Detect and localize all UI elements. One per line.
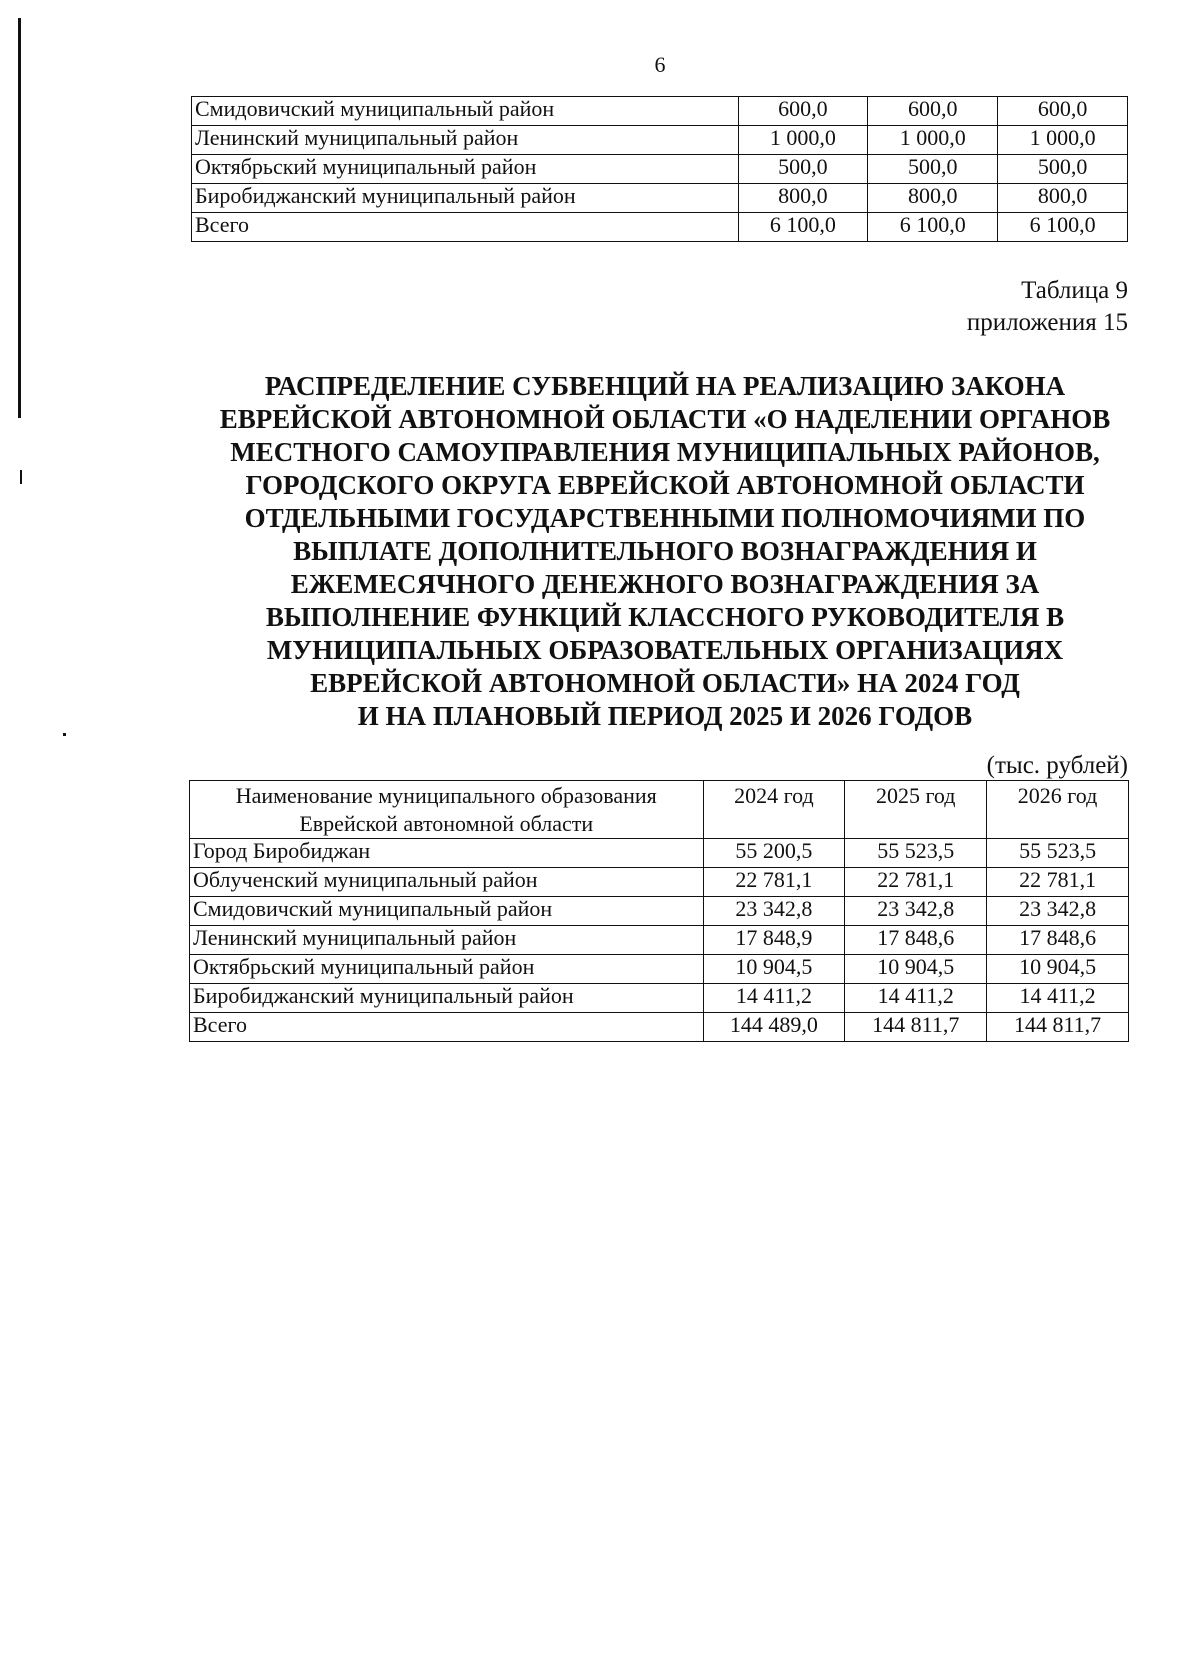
- table-row: [192, 97, 1128, 126]
- value-2026: 6 100,0: [998, 213, 1128, 242]
- row-name: Всего: [192, 213, 739, 242]
- value-2026: 23 342,8: [987, 897, 1129, 926]
- table-row: [192, 155, 1128, 184]
- title-line: ЕВРЕЙСКОЙ АВТОНОМНОЙ ОБЛАСТИ «О НАДЕЛЕНИИ ОРГАНОВ: [219, 404, 1111, 434]
- row-name: Ленинский муниципальный район: [190, 926, 704, 955]
- value-2025: 14 411,2: [845, 984, 987, 1013]
- value-2024: 6 100,0: [738, 213, 868, 242]
- row-name: Всего: [190, 1013, 704, 1042]
- value-2026: 10 904,5: [987, 955, 1129, 984]
- header-2025: 2025 год: [845, 781, 987, 839]
- value-2025: 800,0: [868, 184, 998, 213]
- header-name: Наименование муниципального образования Еврейской автономной области: [190, 781, 704, 839]
- value-2025: 6 100,0: [868, 213, 998, 242]
- value-2024: 500,0: [738, 155, 868, 184]
- title-line: МЕСТНОГО САМОУПРАВЛЕНИЯ МУНИЦИПАЛЬНЫХ РАЙОНОВ,: [230, 437, 1100, 467]
- scan-dot: [63, 733, 66, 736]
- value-2026: 144 811,7: [987, 1013, 1129, 1042]
- value-2025: 23 342,8: [845, 897, 987, 926]
- units-label: (тыс. рублей): [986, 752, 1128, 779]
- title-line: И НА ПЛАНОВЫЙ ПЕРИОД 2025 И 2026 ГОДОВ: [357, 701, 973, 731]
- value-2025: 144 811,7: [845, 1013, 987, 1042]
- value-2024: 14 411,2: [703, 984, 845, 1013]
- table-row: [190, 897, 1129, 926]
- table-number-caption: Таблица 9: [1021, 277, 1128, 304]
- title-line: ВЫПОЛНЕНИЕ ФУНКЦИЙ КЛАССНОГО РУКОВОДИТЕЛЯ В: [265, 602, 1065, 632]
- scan-mark: [20, 470, 22, 484]
- value-2024: 22 781,1: [703, 868, 845, 897]
- table-total-row: [192, 213, 1128, 242]
- value-2026: 55 523,5: [987, 839, 1129, 868]
- table-total-row: [190, 1013, 1129, 1042]
- row-name: Биробиджанский муниципальный район: [192, 184, 739, 213]
- title-line: ОТДЕЛЬНЫМИ ГОСУДАРСТВЕННЫМИ ПОЛНОМОЧИЯМИ ПО: [244, 503, 1086, 533]
- table-row: [190, 926, 1129, 955]
- table-row: [190, 955, 1129, 984]
- table-row: [192, 126, 1128, 155]
- row-name: Октябрьский муниципальный район: [192, 155, 739, 184]
- continued-table: [191, 96, 1128, 242]
- row-name: Ленинский муниципальный район: [192, 126, 739, 155]
- row-name: Октябрьский муниципальный район: [190, 955, 704, 984]
- value-2026: 1 000,0: [998, 126, 1128, 155]
- table-row: [190, 984, 1129, 1013]
- value-2026: 800,0: [998, 184, 1128, 213]
- table-row: [192, 184, 1128, 213]
- subvention-table: [189, 780, 1129, 1042]
- table-header-row: [190, 781, 1129, 839]
- value-2024: 600,0: [738, 97, 868, 126]
- header-2024: 2024 год: [703, 781, 845, 839]
- value-2025: 1 000,0: [868, 126, 998, 155]
- title-line: МУНИЦИПАЛЬНЫХ ОБРАЗОВАТЕЛЬНЫХ ОРГАНИЗАЦИЯХ: [266, 635, 1064, 665]
- row-name: Облученский муниципальный район: [190, 868, 704, 897]
- value-2025: 10 904,5: [845, 955, 987, 984]
- table-row: [190, 868, 1129, 897]
- table-row: [190, 839, 1129, 868]
- row-name: Биробиджанский муниципальный район: [190, 984, 704, 1013]
- value-2024: 10 904,5: [703, 955, 845, 984]
- scan-edge-line: [18, 18, 21, 418]
- value-2024: 144 489,0: [703, 1013, 845, 1042]
- row-name: Смидовичский муниципальный район: [192, 97, 739, 126]
- title-line: ЕЖЕМЕСЯЧНОГО ДЕНЕЖНОГО ВОЗНАГРАЖДЕНИЯ ЗА: [290, 569, 1040, 599]
- title-line: ГОРОДСКОГО ОКРУГА ЕВРЕЙСКОЙ АВТОНОМНОЙ ОБЛАСТИ: [245, 470, 1085, 500]
- value-2026: 600,0: [998, 97, 1128, 126]
- header-2026: 2026 год: [987, 781, 1129, 839]
- row-name: Смидовичский муниципальный район: [190, 897, 704, 926]
- value-2024: 55 200,5: [703, 839, 845, 868]
- value-2024: 17 848,9: [703, 926, 845, 955]
- value-2026: 14 411,2: [987, 984, 1129, 1013]
- title-line: РАСПРЕДЕЛЕНИЕ СУБВЕНЦИЙ НА РЕАЛИЗАЦИЮ ЗАКОНА: [264, 371, 1066, 401]
- row-name: Город Биробиджан: [190, 839, 704, 868]
- value-2026: 22 781,1: [987, 868, 1129, 897]
- value-2024: 800,0: [738, 184, 868, 213]
- value-2025: 22 781,1: [845, 868, 987, 897]
- title-line: ЕВРЕЙСКОЙ АВТОНОМНОЙ ОБЛАСТИ» НА 2024 ГОД: [310, 668, 1020, 698]
- appendix-caption: приложения 15: [966, 309, 1128, 336]
- page-number: 6: [654, 52, 666, 77]
- value-2026: 500,0: [998, 155, 1128, 184]
- document-title: [130, 370, 1200, 733]
- title-line: ВЫПЛАТЕ ДОПОЛНИТЕЛЬНОГО ВОЗНАГРАЖДЕНИЯ И: [293, 536, 1037, 566]
- value-2026: 17 848,6: [987, 926, 1129, 955]
- value-2025: 55 523,5: [845, 839, 987, 868]
- value-2025: 500,0: [868, 155, 998, 184]
- value-2024: 1 000,0: [738, 126, 868, 155]
- value-2025: 600,0: [868, 97, 998, 126]
- value-2024: 23 342,8: [703, 897, 845, 926]
- value-2025: 17 848,6: [845, 926, 987, 955]
